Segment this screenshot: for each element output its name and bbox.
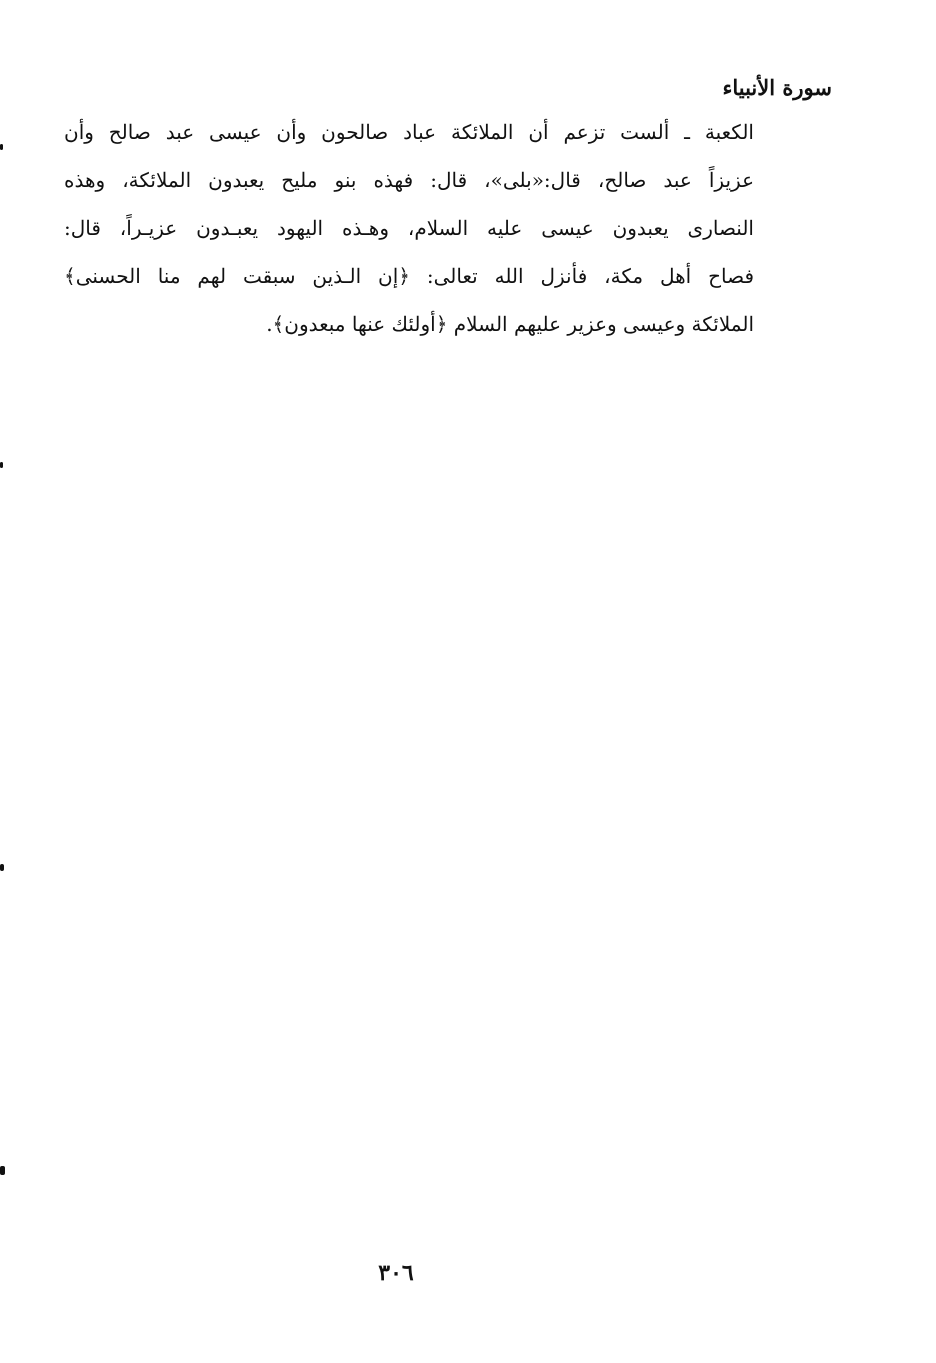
scan-mark: [0, 864, 4, 871]
text-line: عزيزاً عبد صالح، قال:«بلى»، قال: فهذه بنو مليح يعبدون الملائكة، وهذه: [64, 168, 754, 192]
text-line: الملائكة وعيسى وعزير عليهم السلام ﴿أولئك عنها مبعدون﴾.: [266, 312, 754, 336]
text-line: النصارى يعبدون عيسى عليه السلام، وهـذه اليهود يعبـدون عزيـراً، قال:: [64, 216, 754, 240]
scan-mark: [0, 1166, 5, 1175]
scan-mark: [0, 462, 3, 468]
text-line: فصاح أهل مكة، فأنزل الله تعالى: ﴿إن الـذين سبقت لهم منا الحسنى﴾: [64, 264, 755, 288]
scan-mark: [0, 144, 3, 150]
page-number: ٣٠٦: [378, 1260, 414, 1286]
running-header: سورة الأنبياء: [722, 75, 832, 100]
body-paragraph: [64, 108, 754, 348]
text-line: الكعبة ـ ألست تزعم أن الملائكة عباد صالحون وأن عيسى عبد صالح وأن: [64, 120, 754, 144]
